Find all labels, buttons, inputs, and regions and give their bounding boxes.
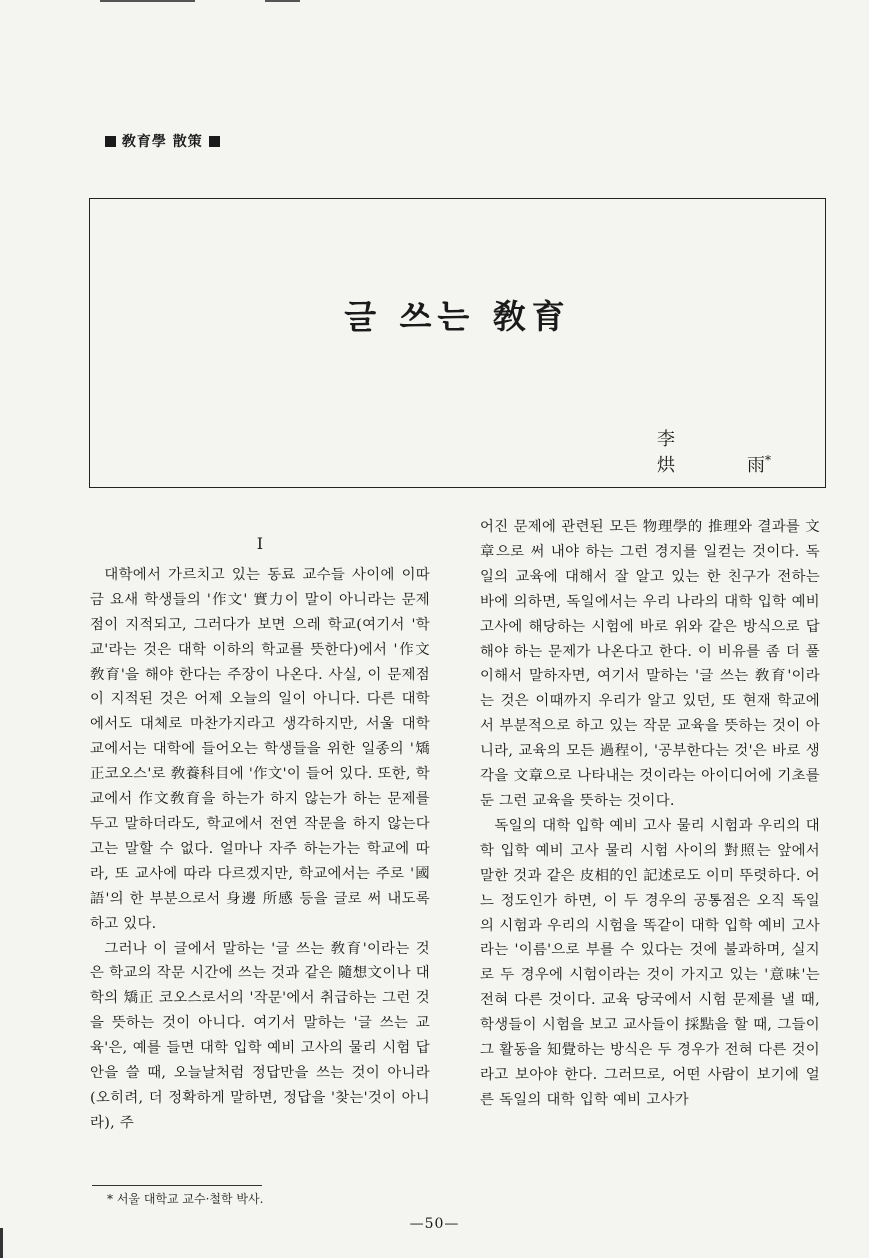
series-label: 敎育學 散策 — [121, 134, 203, 150]
author-char-last: 雨 — [747, 455, 765, 476]
paragraph: 대학에서 가르치고 있는 동료 교수들 사이에 이따금 요새 학생들의 '作文' 實力이 말이 아니라는 문제점이 지적되고, 그러다가 보면 으레 학교(여기서 '학교'라는 것은 대학 이하의 학교를 뜻한다)에서 '作文敎育'을 해야 한다는 주장이 나온다. 사실, 이 문제점이 지적된 것은 어제 오늘의 일이 아니다. 다른 대학에서도 대체로 마찬가지라고 생각하지만, 서울 대학교에서는 대학에 들어오는 학생들을 위한 일종의 '矯正코오스'로 敎養科目에 '作文'이 들어 있다. 또한, 학교에서 作文敎育을 하는가 하지 않는가 하는 문제를 두고 말하더라도, 학교에서 전연 작문을 하지 않는다고는 말할 수 없다. 얼마나 자주 하는가는 학교에 따라, 또 교사에 따라 다르겠지만, 학교에서는 주로 '國語'의 한 부분으로서 身邊 所感 등을 글로 써 내도록 하고 있다. — [90, 566, 430, 932]
right-column — [480, 515, 820, 1113]
top-rule-mid — [265, 0, 300, 2]
scan-edge-mark — [0, 1228, 3, 1258]
author-line — [657, 425, 825, 477]
article-title: 글 쓰는 敎育 — [344, 297, 571, 336]
left-column — [90, 520, 430, 1136]
top-rule-left — [100, 0, 195, 2]
paragraph: 어진 문제에 관련된 모든 物理學的 推理와 결과를 文章으로 써 내야 하는 그런 경지를 일컫는 것이다. 독일의 교육에 대해서 잘 알고 있는 한 친구가 전하는 바에 의하면, 독일에서는 우리 나라의 대학 입학 예비 고사에 해당하는 시험에 바로 위와 같은 방식으로 답해야 하는 문제가 나온다고 한다. 이 비유를 좀 더 풀이해서 말하자면, 여기서 말하는 '글 쓰는 敎育'이라는 것은 이때까지 우리가 알고 있던, 또 현재 학교에서 부분적으로 하고 있는 작문 교육을 뜻하는 것이 아니라, 교육의 모든 過程이, '공부한다는 것'은 바로 생각을 文章으로 나타내는 것이라는 아이디어에 기초를 둔 그런 교육을 뜻하는 것이다. — [480, 519, 820, 809]
section-heading: I — [256, 534, 264, 553]
author-char — [747, 451, 771, 477]
footnote-marker: * — [765, 453, 771, 467]
author-char: 烘 — [657, 455, 675, 476]
title-box — [89, 198, 826, 488]
footnote: * 서울 대학교 교수·철학 박사. — [107, 1192, 264, 1206]
square-bullet-icon — [209, 136, 220, 147]
author-char: 李 — [657, 429, 675, 450]
page-number: —50— — [409, 1216, 460, 1232]
square-bullet-icon — [105, 136, 116, 147]
paragraph: 그러나 이 글에서 말하는 '글 쓰는 敎育'이라는 것은 학교의 작문 시간에 쓰는 것과 같은 隨想文이나 대학의 矯正 코오스로서의 '작문'에서 취급하는 그런 것을 뜻하는 것이 아니다. 여기서 말하는 '글 쓰는 교육'은, 예를 들면 대학 입학 예비 고사의 물리 시험 답안을 쓸 때, 오늘날처럼 정답만을 쓰는 것이 아니라(오히려, 더 정확하게 말하면, 정답을 '찾는'것이 아니라), 주 — [90, 940, 430, 1131]
series-header — [105, 131, 220, 151]
paragraph: 독일의 대학 입학 예비 고사 물리 시험과 우리의 대학 입학 예비 고사 물리 시험 사이의 對照는 앞에서 말한 것과 같은 皮相的인 記述로도 이미 뚜렷하다. 어느 정도인가 하면, 이 두 경우의 공통점은 오직 독일의 시험과 우리의 시험을 똑같이 대학 입학 예비 고사라는 '이름'으로 부를 수 있다는 것에 불과하며, 실지로 두 경우에 시험이라는 것이 가지고 있는 '意味'는 전혀 다른 것이다. 교육 당국에서 시험 문제를 낼 때, 학생들이 시험을 보고 교사들이 採點을 할 때, 그들이 그 활동을 知覺하는 방식은 두 경우가 전혀 다른 것이라고 보아야 한다. 그러므로, 어떤 사람이 보기에 얼른 독일의 대학 입학 예비 고사가 — [480, 817, 820, 1108]
footnote-rule — [92, 1185, 262, 1186]
